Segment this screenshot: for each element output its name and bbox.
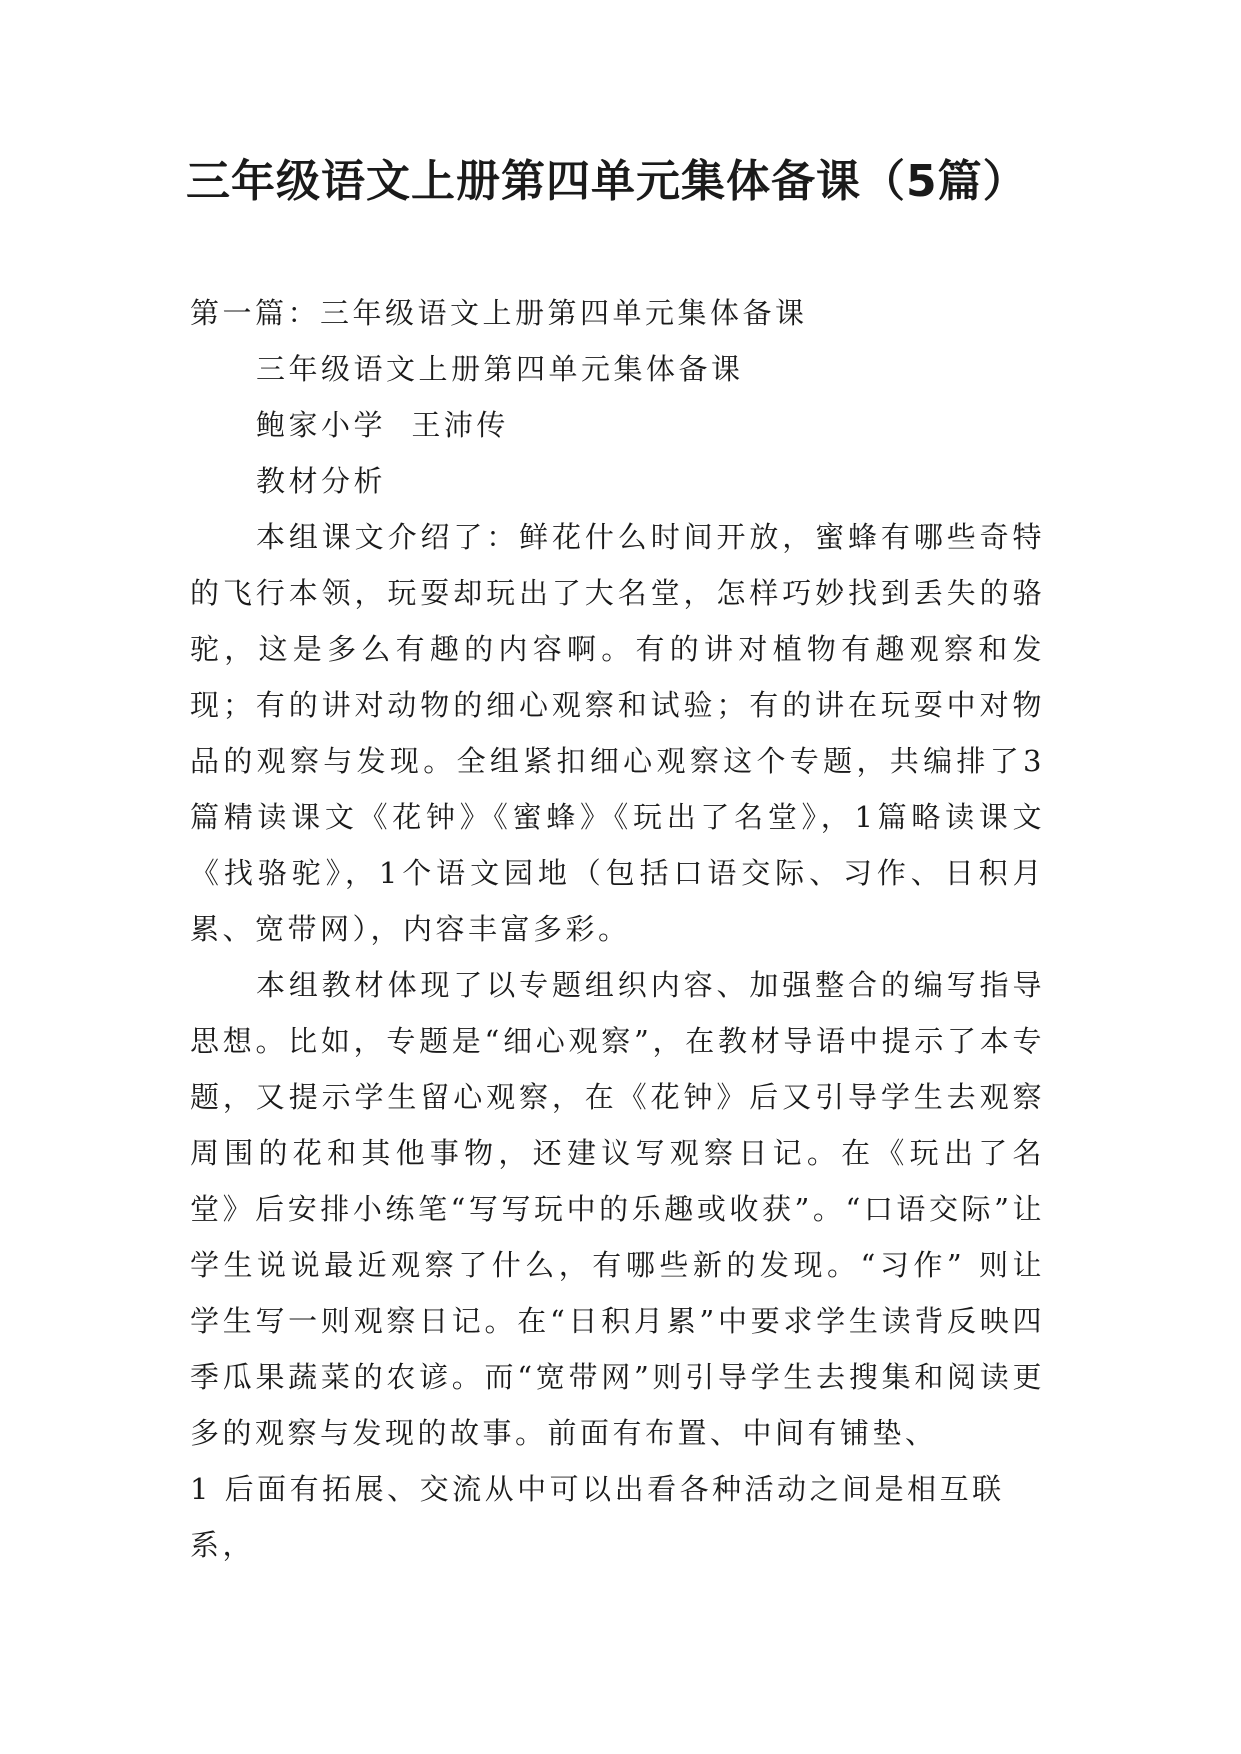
section-heading: 第一篇：三年级语文上册第四单元集体备课 [190, 296, 808, 330]
paragraph-1: 本组课文介绍了：鲜花什么时间开放，蜜蜂有哪些奇特的飞行本领，玩耍却玩出了大名堂，怎样巧妙找到丢失的骆驼，这是多么有趣的内容啊。有的讲对植物有趣观察和发现；有的讲对动物的细心观察和试验；有的讲在玩耍中对物品的观察与发现。全组紧扣细心观察这个专题，共编排了3篇精读课文《花钟》《蜜蜂》《玩出了名堂》，1篇略读课文《找骆驼》，1个语文园地（包括口语交际、习作、日积月累、宽带网），内容丰富多彩。 [190, 520, 1045, 946]
document-body [190, 285, 1045, 1573]
paragraph-2-continuation: 后面有拓展、交流从中可以出看各种活动之间是相互联系， [190, 1472, 1005, 1562]
paragraph-2-last-line [190, 1461, 1045, 1573]
author-line: 鲍家小学 王沛传 [256, 408, 509, 442]
analysis-heading: 教材分析 [256, 464, 387, 498]
subtitle: 三年级语文上册第四单元集体备课 [256, 352, 744, 386]
page-number: 1 [190, 1472, 212, 1506]
document-title: 三年级语文上册第四单元集体备课（5篇） [186, 156, 1028, 207]
paragraph-2: 本组教材体现了以专题组织内容、加强整合的编写指导思想。比如，专题是“细心观察”，在教材导语中提示了本专题，又提示学生留心观察，在《花钟》后又引导学生去观察周围的花和其他事物，还建议写观察日记。在《玩出了名堂》后安排小练笔“写写玩中的乐趣或收获”。“口语交际”让学生说说最近观察了什么，有哪些新的发现。“习作” 则让学生写一则观察日记。在“日积月累”中要求学生读背反映四季瓜果蔬菜的农谚。而“宽带网”则引导学生去搜集和阅读更多的观察与发现的故事。前面有布置、中间有铺垫、 [190, 968, 1045, 1450]
